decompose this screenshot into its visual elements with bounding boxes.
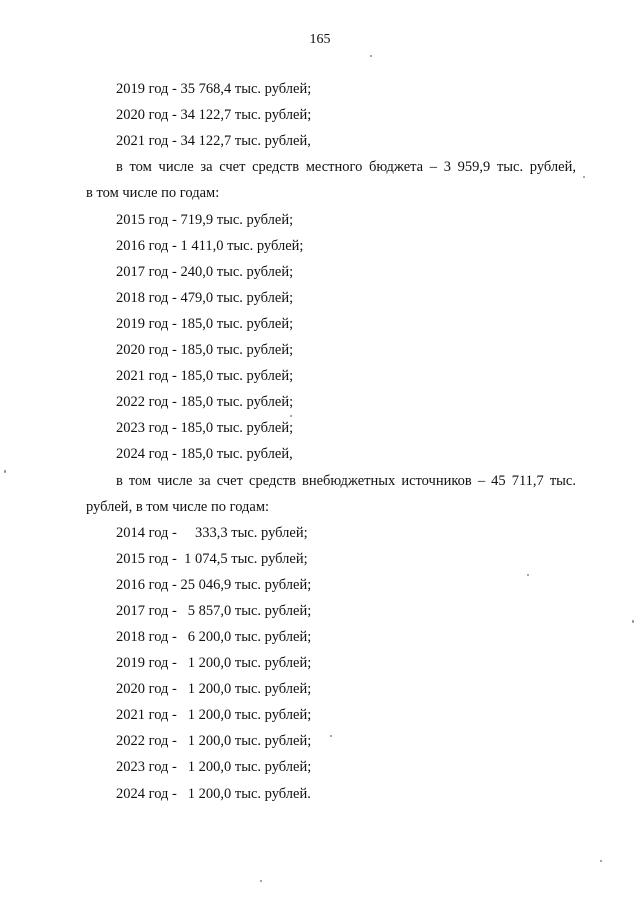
scan-speck [600, 860, 602, 862]
text-line: 2019 год - 1 200,0 тыс. рублей; [116, 655, 312, 671]
text-line: в том числе по годам: [86, 185, 220, 201]
scan-speck [583, 176, 585, 178]
text-line: 2018 год - 6 200,0 тыс. рублей; [116, 629, 312, 645]
text-line: 2014 год - 333,3 тыс. рублей; [116, 525, 308, 541]
scan-speck [527, 574, 529, 576]
text-line: 2015 год - 719,9 тыс. рублей; [116, 212, 294, 228]
text-line: в том числе за счет средств внебюджетных источников – 45 711,7 тыс. [116, 473, 576, 489]
text-line: 2024 год - 185,0 тыс. рублей, [116, 446, 293, 462]
text-line: 2022 год - 1 200,0 тыс. рублей; [116, 733, 312, 749]
text-line: 2020 год - 1 200,0 тыс. рублей; [116, 681, 312, 697]
text-line: 2015 год - 1 074,5 тыс. рублей; [116, 551, 308, 567]
text-line: 2017 год - 240,0 тыс. рублей; [116, 264, 294, 280]
scan-speck [260, 880, 262, 882]
text-line: 2020 год - 185,0 тыс. рублей; [116, 342, 294, 358]
text-line: 2019 год - 185,0 тыс. рублей; [116, 316, 294, 332]
text-line: в том числе за счет средств местного бюджета – 3 959,9 тыс. рублей, [116, 159, 576, 175]
scan-speck [370, 55, 372, 57]
text-line: 2018 год - 479,0 тыс. рублей; [116, 290, 294, 306]
page-number: 165 [309, 32, 331, 47]
text-line: 2016 год - 1 411,0 тыс. рублей; [116, 238, 304, 254]
scan-speck [4, 470, 6, 473]
text-line: 2023 год - 185,0 тыс. рублей; [116, 420, 294, 436]
scan-speck [632, 620, 634, 623]
text-line: 2021 год - 34 122,7 тыс. рублей, [116, 133, 311, 149]
text-line: рублей, в том числе по годам: [86, 499, 270, 515]
text-line: 2017 год - 5 857,0 тыс. рублей; [116, 603, 312, 619]
text-line: 2021 год - 185,0 тыс. рублей; [116, 368, 294, 384]
text-line: 2024 год - 1 200,0 тыс. рублей. [116, 786, 311, 802]
text-line: 2023 год - 1 200,0 тыс. рублей; [116, 759, 312, 775]
text-line: 2021 год - 1 200,0 тыс. рублей; [116, 707, 312, 723]
scan-speck [290, 415, 292, 417]
scan-speck [330, 735, 332, 737]
text-line: 2019 год - 35 768,4 тыс. рублей; [116, 81, 312, 97]
text-line: 2020 год - 34 122,7 тыс. рублей; [116, 107, 312, 123]
text-line: 2022 год - 185,0 тыс. рублей; [116, 394, 294, 410]
text-line: 2016 год - 25 046,9 тыс. рублей; [116, 577, 312, 593]
